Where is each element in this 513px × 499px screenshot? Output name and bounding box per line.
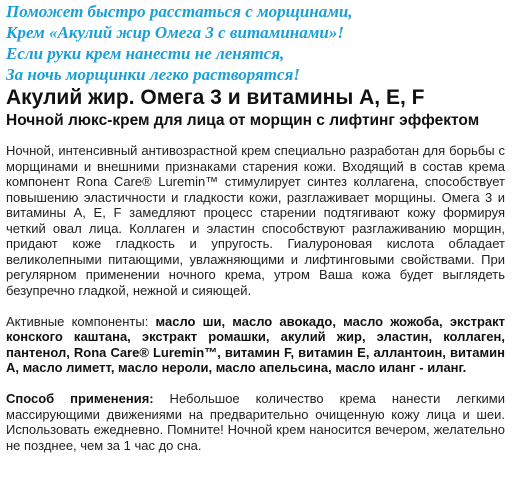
ingredients-list: масло ши, масло авокадо, масло жожоба, экстракт конского каштана, экстракт ромашки, акулий жир, эластин, коллаген, пантенол, Rona Care® Luremin™, витамин F, витамин Е, аллантоин, витамин А, масло лиметт, масло нероли, масло апельсина, масло иланг - иланг. [6,313,506,375]
product-title: Акулий жир. Омега 3 и витамины А, Е, F [6,86,425,109]
ingredients-paragraph [6,314,505,376]
product-description: Ночной, интенсивный антивозрастной крем специально разработан для борьбы с морщинами и внешними признаками старения кожи. Входящий в состав крема компонент Rona Care® Luremin™ стимулирует синтез коллагена, способствует повышению эластичности и гладкости кожи, разглаживает морщины. Омега 3 и витамины А, Е, F замедляют процесс старении подтягивают кожу формируя четкий овал лица. Коллаген и эластин способствуют разглаживанию морщин, придают коже гладкость и упругость. Гиалуроновая кислота обладает великолепными питающими, увлажняющими и лифтинговыми свойствами. При регулярном применении ночного крема, утром Ваша кожа будет выглядеть безупречно гладкой, нежной и сияющей. [6,143,505,298]
promo-poem [6,1,505,85]
usage-label: Способ применения: [6,391,154,406]
poem-line: За ночь морщинки легко растворятся! [6,65,300,84]
usage-paragraph [6,391,505,453]
poem-line: Крем «Акулий жир Омега 3 с витаминами»! [6,23,344,42]
poem-line: Если руки крем нанести не ленятся, [6,44,285,63]
ingredients-label: Активные компоненты: [6,313,156,329]
product-subtitle: Ночной люкс-крем для лица от морщин с лифтинг эффектом [6,112,480,129]
poem-line: Поможет быстро расстаться с морщинами, [6,2,353,21]
usage-text: Небольшое количество крема нанести легкими массирующими движениями на предварительно очищенную кожу лица и шеи. Использовать ежедневно. Помните! Ночной крем наносится вечером, желательно не позднее, чем за 1 час до сна. [6,391,506,453]
product-page [0,1,513,499]
